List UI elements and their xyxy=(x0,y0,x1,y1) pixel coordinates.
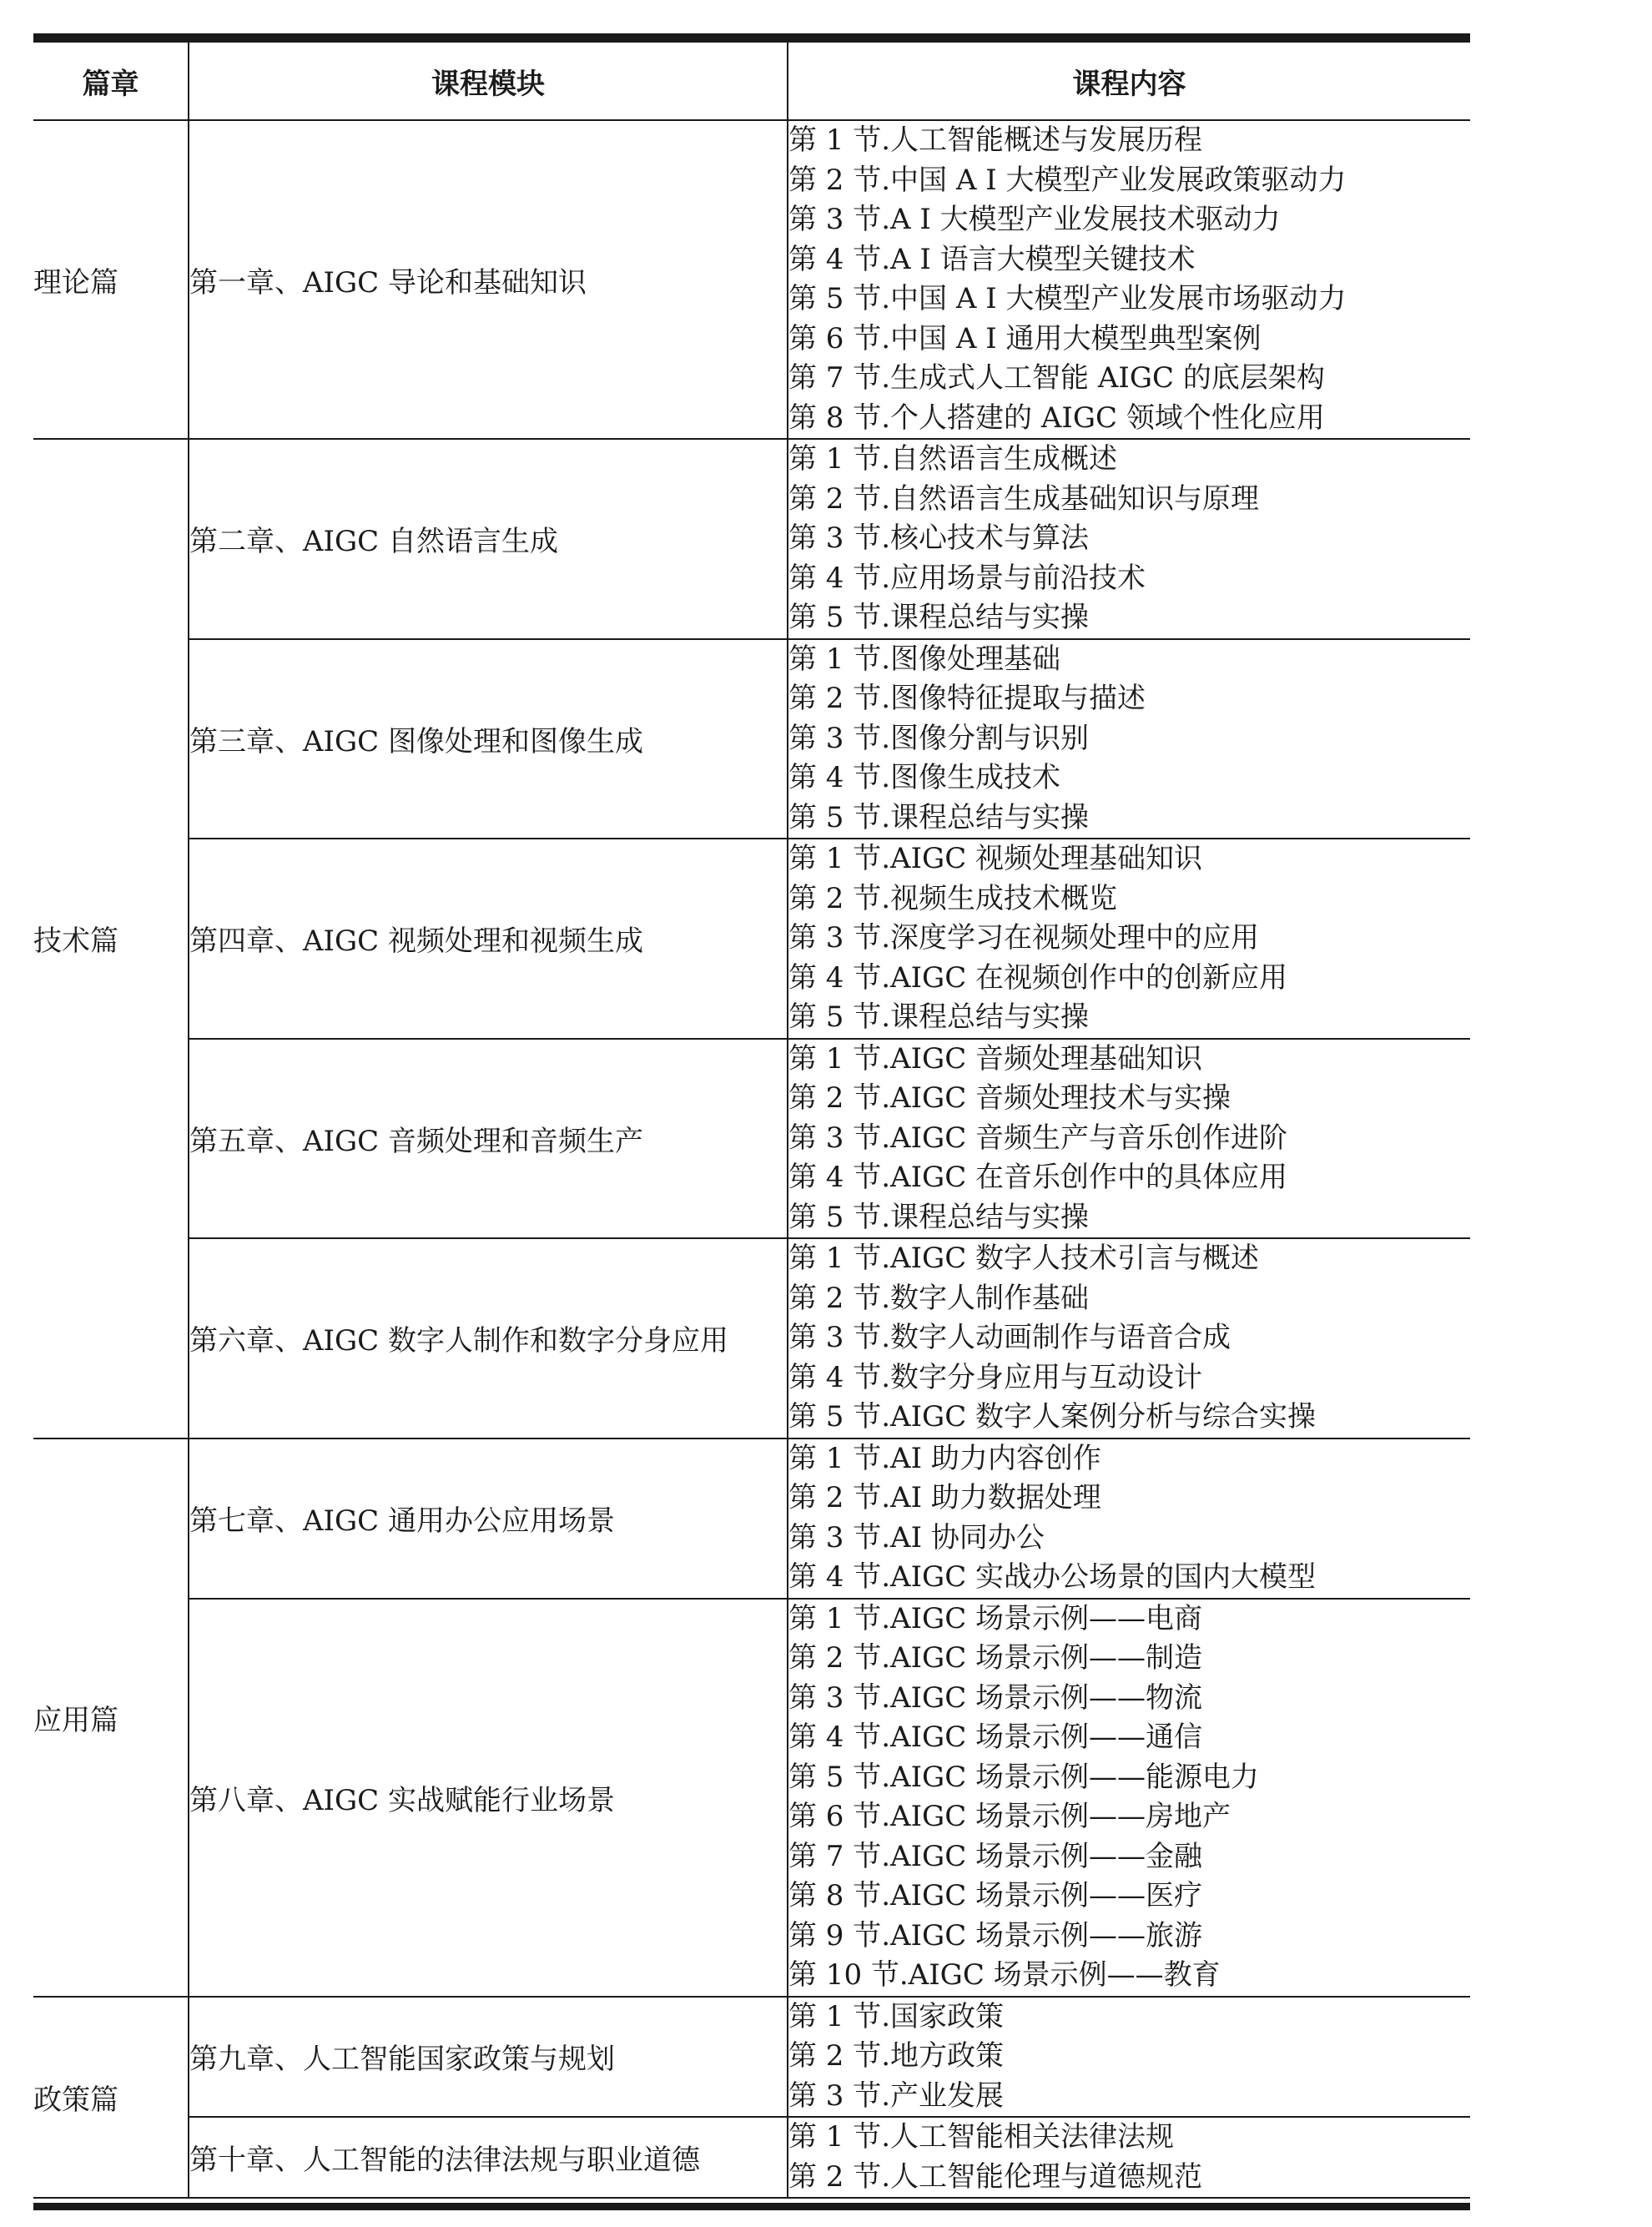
table-row xyxy=(33,1438,1470,1599)
section-item: 第 3 节.深度学习在视频处理中的应用 xyxy=(788,921,1260,955)
section-item: 第 2 节.自然语言生成基础知识与原理 xyxy=(788,481,1260,516)
section-item: 第 9 节.AIGC 场景示例——旅游 xyxy=(788,1918,1203,1952)
section-item: 第 2 节.AIGC 音频处理技术与实操 xyxy=(788,1081,1231,1115)
section-item: 第 2 节.数字人制作基础 xyxy=(788,1281,1090,1315)
part-name: 政策篇 xyxy=(33,1997,189,2199)
section-item: 第 1 节.AIGC 音频处理基础知识 xyxy=(788,1041,1203,1076)
part-name: 应用篇 xyxy=(33,1438,189,1997)
curriculum-table xyxy=(33,41,1470,2199)
section-item: 第 2 节.视频生成技术概览 xyxy=(788,881,1118,915)
section-item: 第 6 节.AIGC 场景示例——房地产 xyxy=(788,1800,1231,1833)
section-item: 第 3 节.核心技术与算法 xyxy=(788,521,1090,555)
chapter-title: 第四章、AIGC 视频处理和视频生成 xyxy=(189,839,788,1039)
part-name: 理论篇 xyxy=(33,120,189,439)
section-item: 第 1 节.AI 助力内容创作 xyxy=(788,1441,1101,1475)
table-row xyxy=(33,1599,1470,1997)
section-item: 第 4 节.应用场景与前沿技术 xyxy=(788,561,1146,595)
section-list xyxy=(788,1997,1470,2118)
section-item: 第 2 节.AIGC 场景示例——制造 xyxy=(788,1641,1203,1675)
header-content: 课程内容 xyxy=(788,42,1470,120)
document-page xyxy=(33,33,1470,2210)
table-row xyxy=(33,1238,1470,1438)
section-item: 第 8 节.个人搭建的 AIGC 领域个性化应用 xyxy=(788,401,1325,435)
section-list xyxy=(788,1438,1470,1599)
section-item: 第 7 节.生成式人工智能 AIGC 的底层架构 xyxy=(788,361,1325,395)
chapter-title: 第十章、人工智能的法律法规与职业道德 xyxy=(189,2117,788,2198)
section-item: 第 5 节.课程总结与实操 xyxy=(788,601,1090,634)
section-item: 第 3 节.AIGC 场景示例——物流 xyxy=(788,1680,1203,1715)
section-item: 第 1 节.AIGC 视频处理基础知识 xyxy=(788,842,1203,875)
section-item: 第 4 节.A I 语言大模型关键技术 xyxy=(788,242,1196,276)
chapter-title: 第七章、AIGC 通用办公应用场景 xyxy=(189,1438,788,1599)
chapter-title: 第五章、AIGC 音频处理和音频生产 xyxy=(189,1039,788,1239)
section-list xyxy=(788,639,1470,839)
section-item: 第 3 节.产业发展 xyxy=(788,2078,1005,2113)
chapter-title: 第一章、AIGC 导论和基础知识 xyxy=(189,120,788,439)
section-item: 第 5 节.AIGC 场景示例——能源电力 xyxy=(788,1760,1260,1794)
section-item: 第 1 节.AIGC 数字人技术引言与概述 xyxy=(788,1242,1260,1275)
section-item: 第 3 节.数字人动画制作与语音合成 xyxy=(788,1321,1231,1354)
section-list xyxy=(788,1599,1470,1997)
section-item: 第 7 节.AIGC 场景示例——金融 xyxy=(788,1839,1203,1873)
section-item: 第 2 节.中国 A I 大模型产业发展政策驱动力 xyxy=(788,163,1347,197)
section-item: 第 4 节.AIGC 实战办公场景的国内大模型 xyxy=(788,1560,1317,1594)
header-part: 篇章 xyxy=(33,42,189,120)
section-item: 第 4 节.AIGC 在音乐创作中的具体应用 xyxy=(788,1161,1288,1194)
section-item: 第 4 节.图像生成技术 xyxy=(788,761,1061,794)
section-item: 第 1 节.自然语言生成概述 xyxy=(788,442,1118,476)
section-item: 第 1 节.AIGC 场景示例——电商 xyxy=(788,1601,1203,1635)
table-row xyxy=(33,1997,1470,2118)
section-item: 第 5 节.课程总结与实操 xyxy=(788,800,1090,834)
section-item: 第 1 节.人工智能相关法律法规 xyxy=(788,2120,1175,2154)
section-item: 第 4 节.数字分身应用与互动设计 xyxy=(788,1360,1203,1394)
section-item: 第 5 节.AIGC 数字人案例分析与综合实操 xyxy=(788,1400,1317,1433)
table-row xyxy=(33,1039,1470,1239)
section-list xyxy=(788,439,1470,639)
section-item: 第 3 节.A I 大模型产业发展技术驱动力 xyxy=(788,203,1281,236)
table-row xyxy=(33,120,1470,439)
section-item: 第 3 节.AI 协同办公 xyxy=(788,1520,1045,1554)
section-item: 第 1 节.国家政策 xyxy=(788,1999,1005,2033)
section-list xyxy=(788,839,1470,1039)
table-row xyxy=(33,439,1470,639)
top-rule xyxy=(33,33,1470,41)
section-item: 第 3 节.图像分割与识别 xyxy=(788,721,1090,755)
section-item: 第 5 节.课程总结与实操 xyxy=(788,1200,1090,1234)
section-item: 第 4 节.AIGC 在视频创作中的创新应用 xyxy=(788,960,1288,995)
section-item: 第 8 节.AIGC 场景示例——医疗 xyxy=(788,1879,1203,1912)
chapter-title: 第六章、AIGC 数字人制作和数字分身应用 xyxy=(189,1238,788,1438)
part-name: 技术篇 xyxy=(33,439,189,1438)
section-item: 第 1 节.人工智能概述与发展历程 xyxy=(788,123,1203,157)
section-list xyxy=(788,120,1470,439)
bottom-rule xyxy=(33,2203,1470,2210)
section-list xyxy=(788,2117,1470,2198)
chapter-title: 第二章、AIGC 自然语言生成 xyxy=(189,439,788,639)
chapter-title: 第九章、人工智能国家政策与规划 xyxy=(189,1997,788,2118)
table-header-row xyxy=(33,42,1470,120)
section-item: 第 1 节.图像处理基础 xyxy=(788,642,1061,676)
section-item: 第 2 节.图像特征提取与描述 xyxy=(788,682,1146,715)
table-row xyxy=(33,839,1470,1039)
section-item: 第 2 节.人工智能伦理与道德规范 xyxy=(788,2159,1203,2194)
section-item: 第 5 节.中国 A I 大模型产业发展市场驱动力 xyxy=(788,282,1347,315)
section-list xyxy=(788,1238,1470,1438)
section-item: 第 3 节.AIGC 音频生产与音乐创作进阶 xyxy=(788,1121,1288,1155)
chapter-title: 第八章、AIGC 实战赋能行业场景 xyxy=(189,1599,788,1997)
section-list xyxy=(788,1039,1470,1239)
chapter-title: 第三章、AIGC 图像处理和图像生成 xyxy=(189,639,788,839)
section-item: 第 5 节.课程总结与实操 xyxy=(788,1000,1090,1034)
section-item: 第 2 节.地方政策 xyxy=(788,2039,1005,2073)
section-item: 第 2 节.AI 助力数据处理 xyxy=(788,1481,1101,1514)
section-item: 第 4 节.AIGC 场景示例——通信 xyxy=(788,1721,1203,1754)
table-row xyxy=(33,639,1470,839)
section-item: 第 10 节.AIGC 场景示例——教育 xyxy=(788,1958,1221,1992)
table-row xyxy=(33,2117,1470,2198)
section-item: 第 6 节.中国 A I 通用大模型典型案例 xyxy=(788,321,1262,355)
header-module: 课程模块 xyxy=(189,42,788,120)
table-body xyxy=(33,120,1470,2198)
